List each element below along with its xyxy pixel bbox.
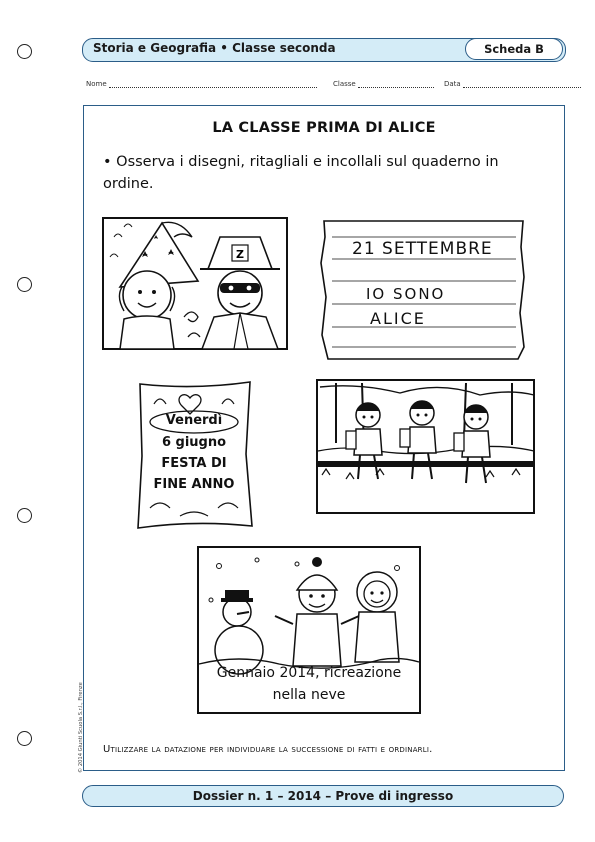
- copyright-note: © 2014 Giunti Scuola S.r.l., Firenze: [78, 682, 84, 773]
- date-label: Data: [444, 80, 461, 88]
- date-field[interactable]: [444, 80, 581, 88]
- card-first-day-note[interactable]: [318, 217, 530, 363]
- poster-drawing: [134, 380, 254, 530]
- name-label: Nome: [86, 80, 107, 88]
- note-line-2: IO SONO: [366, 285, 446, 303]
- footer-bar: Dossier n. 1 – 2014 – Prove di ingresso: [82, 785, 564, 807]
- worksheet-title: LA CLASSE PRIMA DI ALICE: [212, 120, 436, 136]
- poster-line-3: FESTA DI: [161, 456, 227, 471]
- binder-hole-1: [17, 44, 32, 59]
- note-line-3: ALICE: [370, 309, 426, 328]
- instruction-text: • Osserva i disegni, ritagliali e incollali sul quaderno in ordine.: [103, 154, 499, 192]
- card-snow-recess[interactable]: [197, 546, 421, 714]
- binder-hole-2: [17, 277, 32, 292]
- sheet-label: Scheda B: [465, 38, 563, 60]
- park-walk-illustration: [316, 379, 535, 514]
- instruction-footnote: Utilizzare la datazione per individuare la successione di fatti e ordinarli.: [103, 744, 433, 755]
- header-subject: Storia e Geografia • Classe seconda: [93, 41, 336, 55]
- poster-line-4: FINE ANNO: [153, 477, 235, 492]
- card-end-of-year-party[interactable]: [134, 380, 254, 530]
- svg-text:Z: Z: [236, 248, 244, 261]
- winter-caption-line-2: nella neve: [272, 687, 346, 703]
- poster-line-1: Venerdì: [165, 413, 223, 428]
- binder-hole-3: [17, 508, 32, 523]
- card-carnival-costumes[interactable]: [102, 217, 288, 350]
- name-field[interactable]: [86, 80, 317, 88]
- carnival-illustration: [102, 217, 288, 350]
- binder-hole-4: [17, 731, 32, 746]
- winter-caption-line-1: Gennaio 2014, ricreazione: [216, 665, 402, 681]
- class-field[interactable]: [333, 80, 434, 88]
- poster-line-2: 6 giugno: [161, 435, 227, 450]
- note-date: 21 SETTEMBRE: [352, 239, 493, 259]
- class-label: Classe: [333, 80, 356, 88]
- card-walk-in-park[interactable]: [316, 379, 535, 514]
